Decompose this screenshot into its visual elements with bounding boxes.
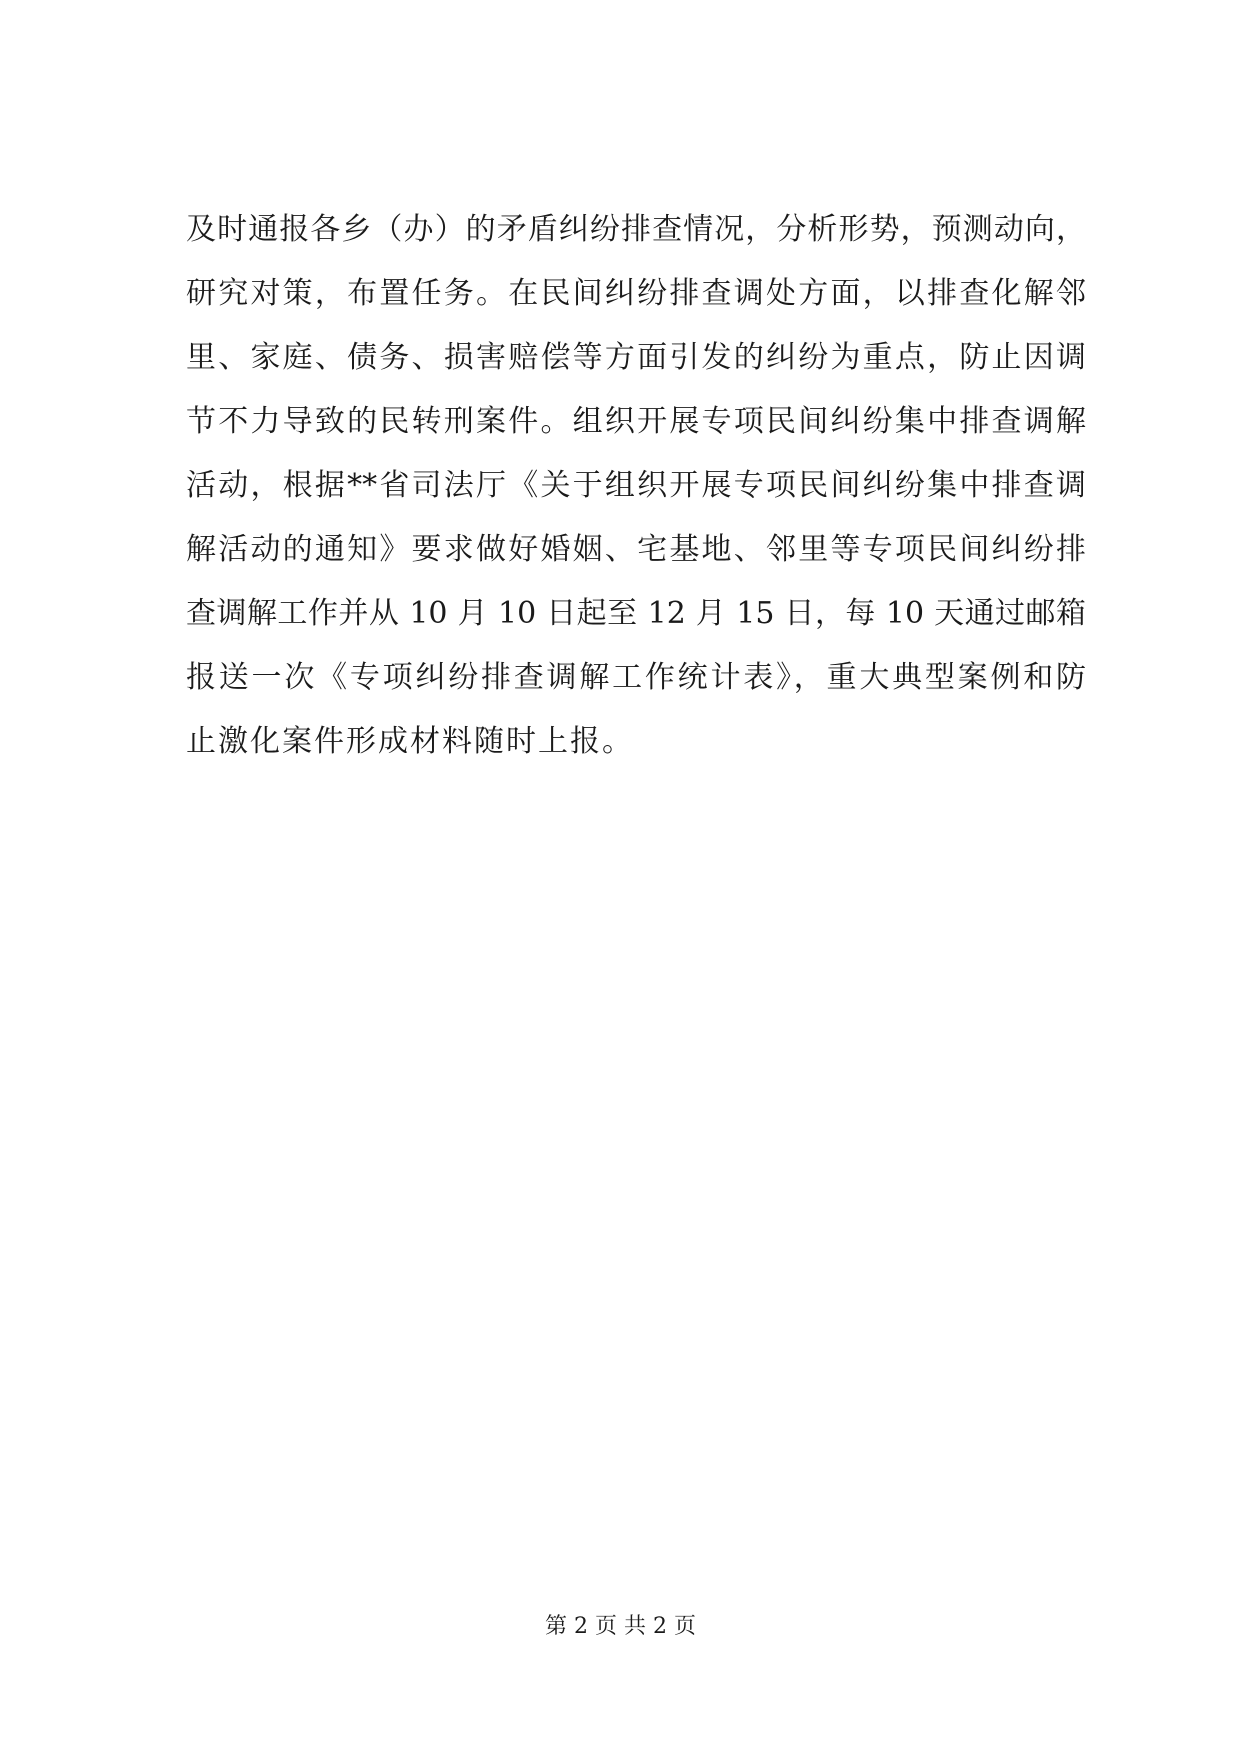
page-footer: 第 2 页 共 2 页	[545, 1614, 696, 1639]
text-line: 查调解工作并从 10 月 10 日起至 12 月 15 日，每 10 天通过邮箱	[186, 596, 1086, 631]
text-line: 活动，根据**省司法厅《关于组织开展专项民间纠纷集中排查调	[186, 468, 1086, 503]
text-line: 解活动的通知》要求做好婚姻、宅基地、邻里等专项民间纠纷排	[186, 532, 1086, 567]
text-line: 里、家庭、债务、损害赔偿等方面引发的纠纷为重点，防止因调	[186, 340, 1086, 375]
text-line: 研究对策，布置任务。在民间纠纷排查调处方面，以排查化解邻	[186, 276, 1086, 311]
body-paragraph	[186, 198, 1086, 774]
text-line: 及时通报各乡（办）的矛盾纠纷排查情况，分析形势，预测动向，	[186, 212, 1086, 247]
text-line: 节不力导致的民转刑案件。组织开展专项民间纠纷集中排查调解	[186, 404, 1086, 439]
text-line: 止激化案件形成材料随时上报。	[186, 724, 634, 759]
text-line: 报送一次《专项纠纷排查调解工作统计表》，重大典型案例和防	[186, 660, 1086, 695]
